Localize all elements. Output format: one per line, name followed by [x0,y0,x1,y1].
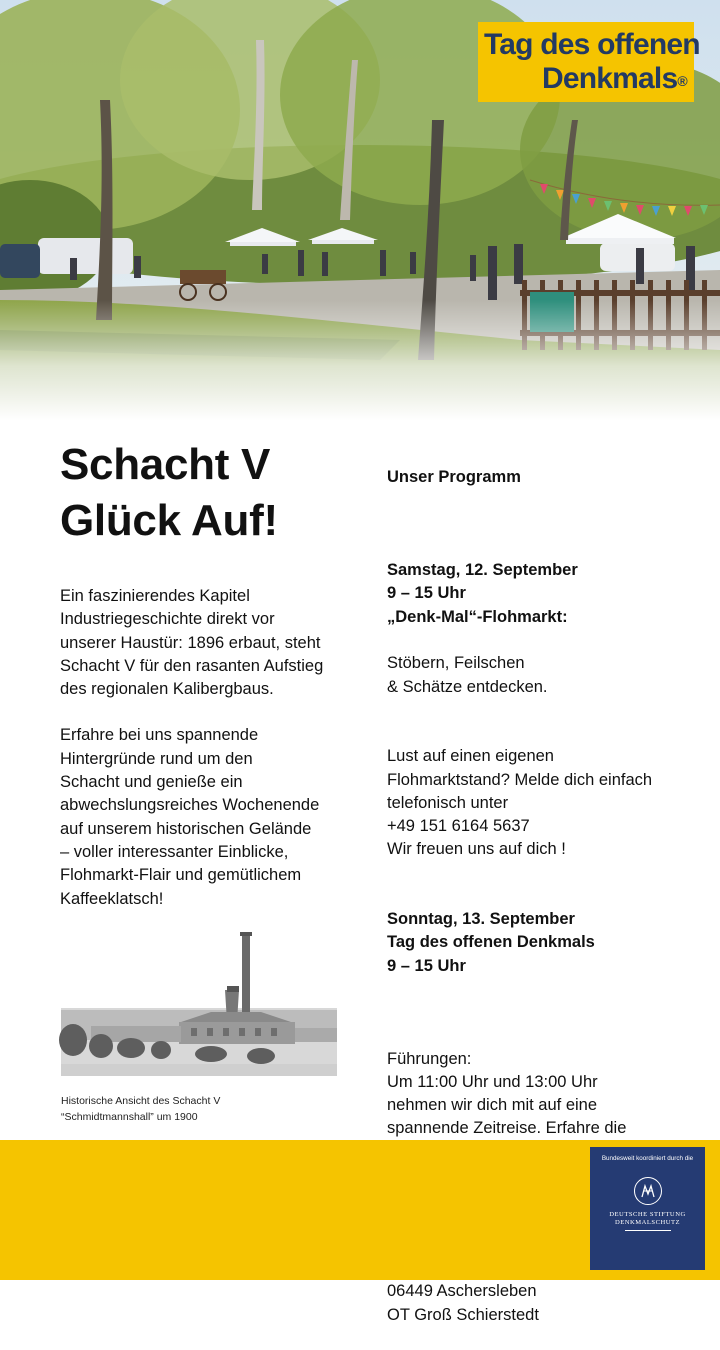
program-heading-block [387,443,707,513]
venue-address: 06449 Aschersleben OT Groß Schierstedt [387,1282,539,1324]
coordinated-by-text: Bundesweit koordiniert durch die [601,1155,694,1162]
historic-photo-illustration [61,930,337,1076]
tag-des-offenen-denkmals-logo [478,22,700,102]
logo-line-2 [484,62,690,96]
title-line-1: Schacht V [60,440,271,489]
foundation-name: DEUTSCHE STIFTUNG DENKMALSCHUTZ [609,1211,686,1227]
intro-paragraph-1: Ein faszinierendes Kapitel Industriegeschichte direkt vor unserer Haustür: 1896 erbaut, steht Schacht V für den rasanten Aufstieg des regionalen Kalibergbaus. [60,587,324,699]
hero-fade [0,300,720,420]
deutsche-stiftung-denkmalschutz-logo [590,1147,705,1270]
foundation-emblem-icon [634,1177,662,1205]
sunday-heading: Sonntag, 13. September Tag des offenen Denkmals 9 – 15 Uhr [387,910,595,975]
stand-block [387,722,707,862]
foundation-rule [625,1230,671,1231]
program-heading: Unser Programm [387,468,521,487]
tours-text: Führungen: Um 11:00 Uhr und 13:00 Uhr nehmen wir dich mit auf eine spannende Zeitreise. Erfahre die [387,1049,627,1138]
historic-photo [61,930,337,1076]
saturday-heading: Samstag, 12. September 9 – 15 Uhr „Denk-Mal“-Flohmarkt: [387,561,578,626]
historic-photo-caption: Historische Ansicht des Schacht V “Schmidtmannshall” um 1900 [61,1095,221,1123]
saturday-block [387,536,707,699]
registered-mark: ® [677,73,687,89]
logo-line-1: Tag des offenen [484,28,700,61]
intro-paragraph-2: Erfahre bei uns spannende Hintergründe rund um den Schacht und genieße ein abwechslungsreiches Wochenende auf unserem historischen Gelände – voller interessanter Einblicke, Flohmarkt-Flair und gemütlichem Kaffeeklatsch! [60,726,320,908]
sunday-block [387,885,707,1001]
foundation-emblem-svg [639,1182,657,1200]
page-title [60,437,360,549]
intro-text [60,585,360,934]
logo-line-2-text: Denkmals [542,62,678,95]
saturday-text: Stöbern, Feilschen & Schätze entdecken. [387,654,548,696]
stand-text: Lust auf einen eigenen Flohmarktstand? Melde dich einfach telefonisch unter +49 151 6164 5637 Wir freuen uns auf dich ! [387,747,653,859]
title-line-2: Glück Auf! [60,496,278,545]
